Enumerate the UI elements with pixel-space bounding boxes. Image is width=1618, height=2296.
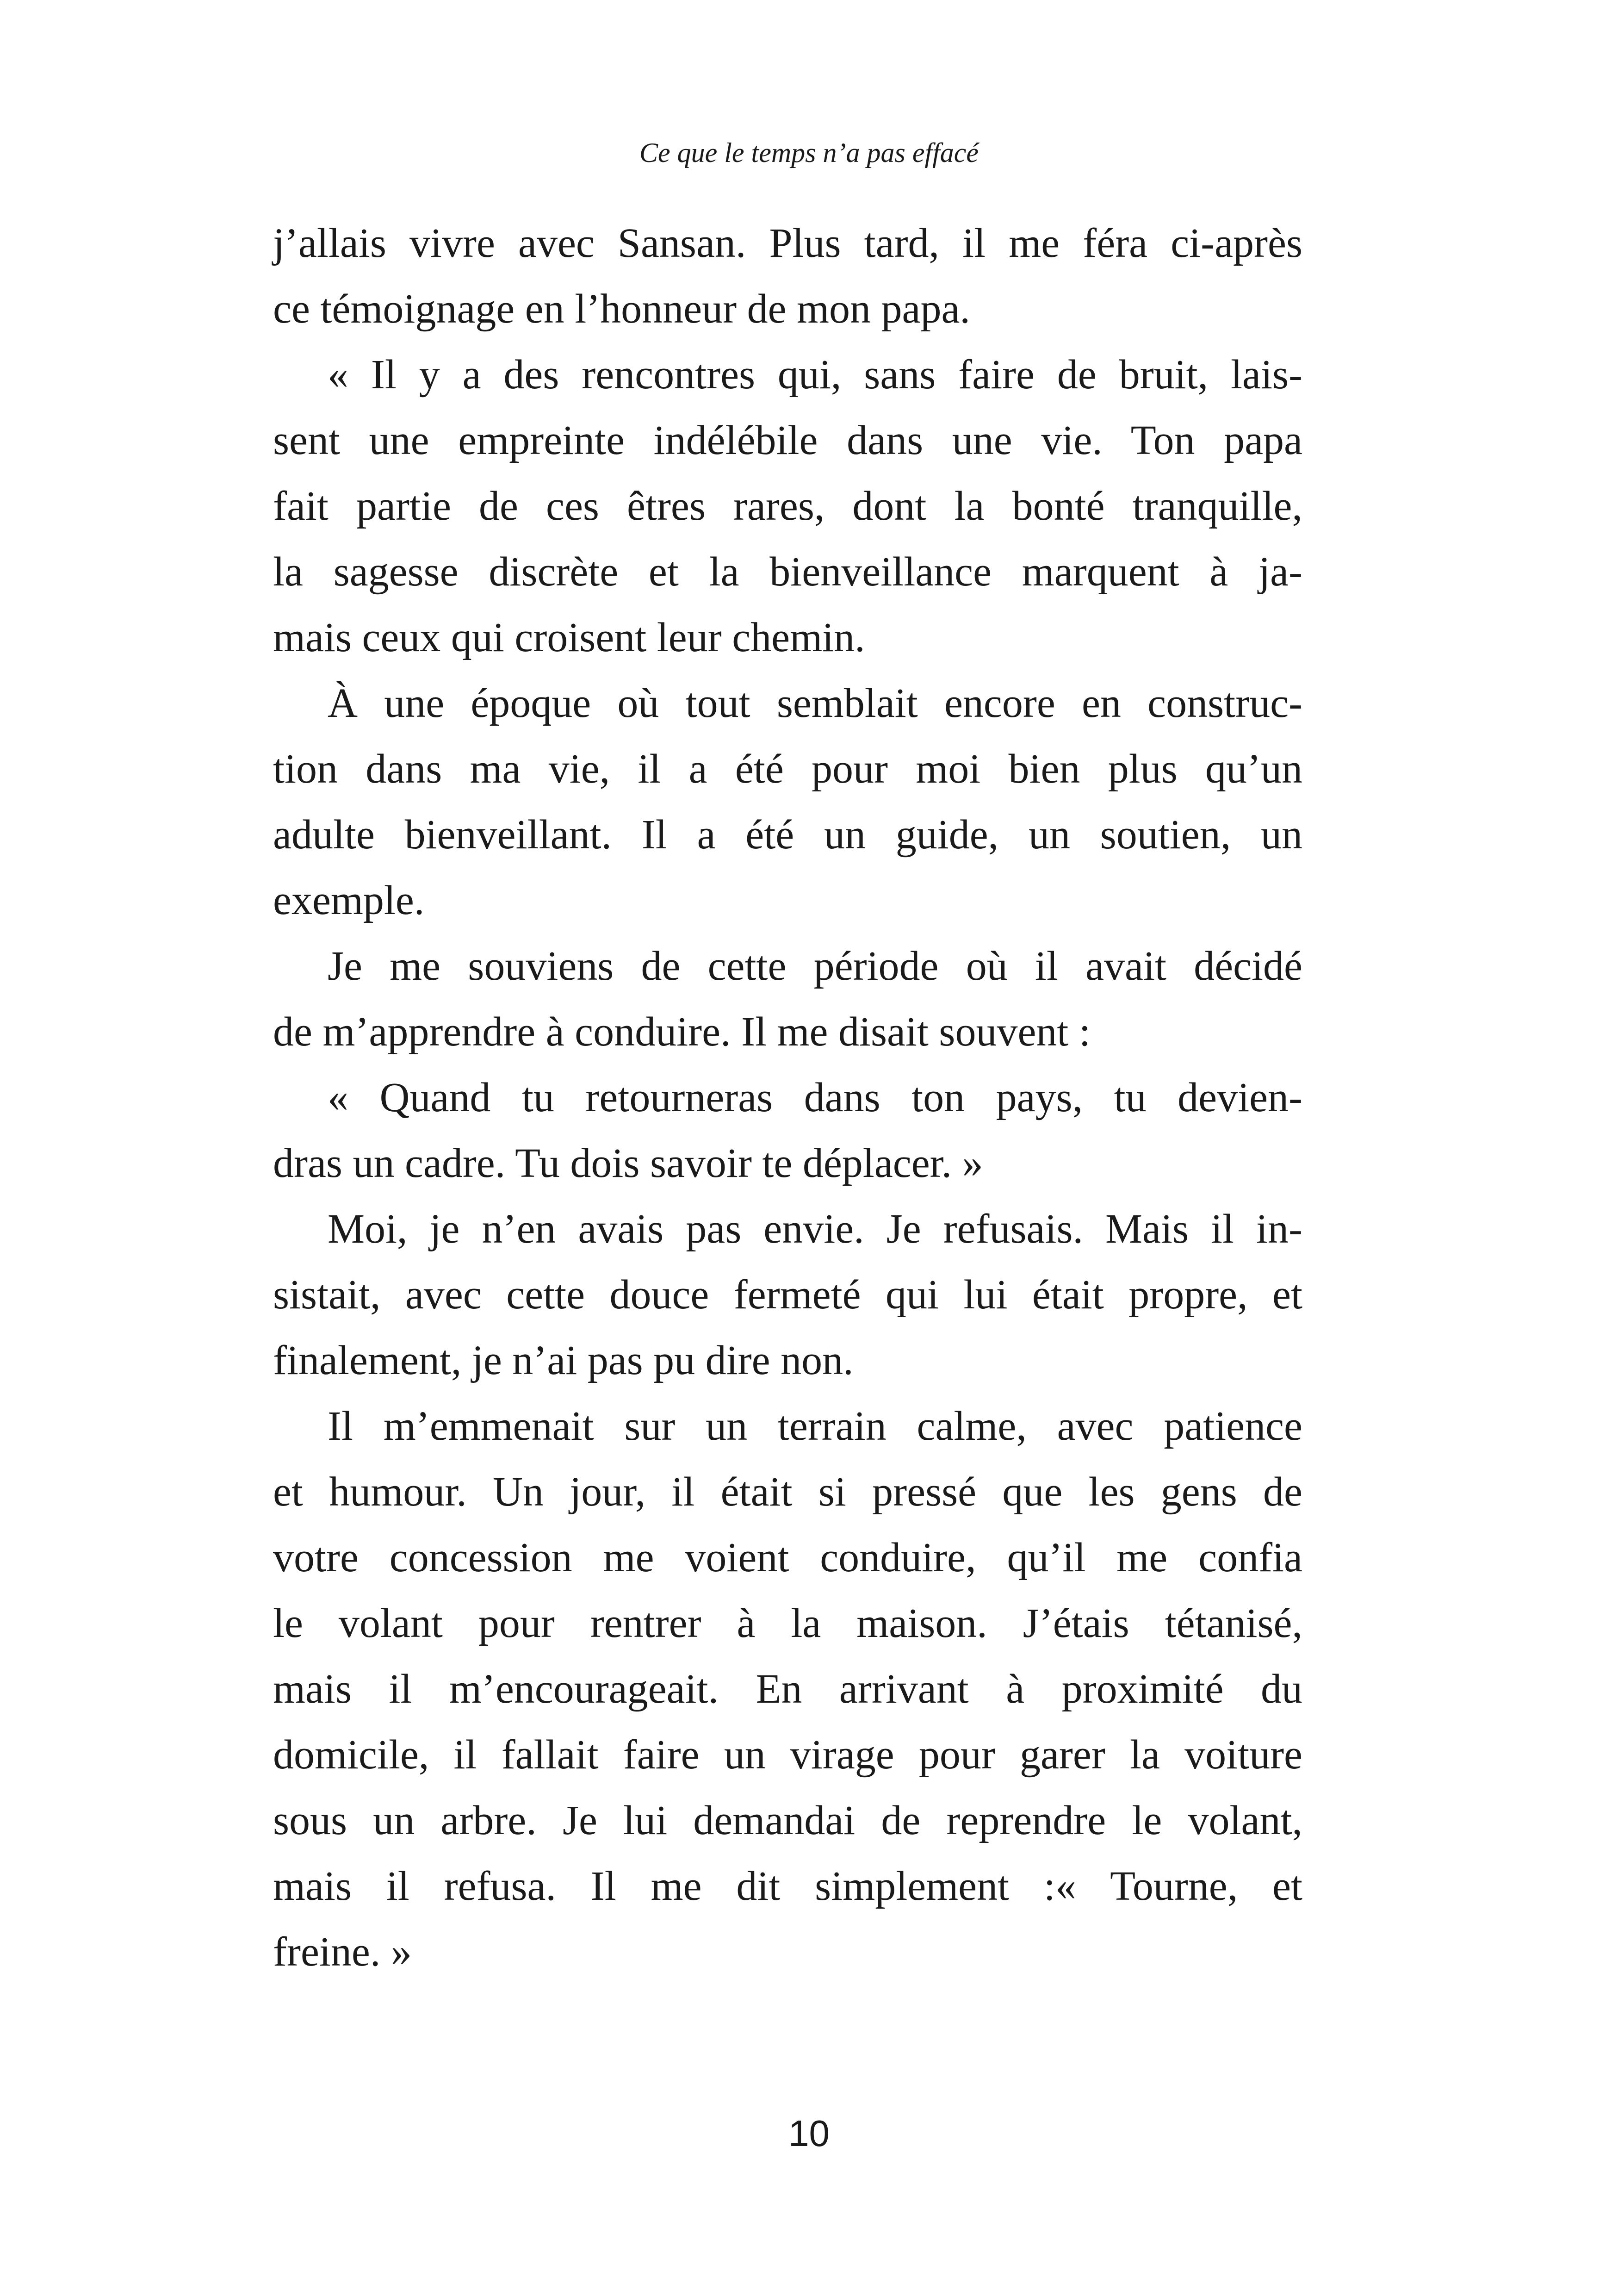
text-line: le volant pour rentrer à la maison. J’étais tétanisé, [273, 1600, 1302, 1646]
text-line: mais il m’encourageait. En arrivant à proximité du [273, 1666, 1302, 1712]
text-line: la sagesse discrète et la bienveillance marquent à ja- [273, 549, 1302, 595]
text-line: freine. » [273, 1929, 412, 1975]
text-line: votre concession me voient conduire, qu’il me confia [273, 1535, 1302, 1580]
running-header: Ce que le temps n’a pas effacé [639, 137, 979, 168]
text-line: « Quand tu retourneras dans ton pays, tu devien- [328, 1075, 1302, 1120]
paragraph [273, 211, 1302, 342]
text-line: et humour. Un jour, il était si pressé que les gens de [273, 1469, 1302, 1515]
page-number: 10 [788, 2113, 830, 2154]
text-line: sistait, avec cette douce fermeté qui lui était propre, et [273, 1272, 1302, 1318]
paragraph [273, 1394, 1302, 1985]
text-line: fait partie de ces êtres rares, dont la bonté tranquille, [273, 483, 1302, 529]
text-line: À une époque où tout semblait encore en construc- [328, 680, 1302, 726]
paragraph [273, 342, 1302, 671]
paragraph [273, 1065, 1302, 1196]
text-line: exemple. [273, 877, 425, 923]
text-line: adulte bienveillant. Il a été un guide, un soutien, un [273, 812, 1302, 858]
text-line: j’allais vivre avec Sansan. Plus tard, il me féra ci-après [273, 220, 1302, 266]
text-line: « Il y a des rencontres qui, sans faire de bruit, lais- [328, 352, 1302, 398]
text-line: sent une empreinte indélébile dans une vie. Ton papa [273, 417, 1302, 463]
text-line: Je me souviens de cette période où il avait décidé [328, 943, 1302, 989]
text-line: de m’apprendre à conduire. Il me disait souvent : [273, 1009, 1091, 1055]
paragraph [273, 1196, 1302, 1394]
text-line: mais ceux qui croisent leur chemin. [273, 615, 865, 660]
text-line: Moi, je n’en avais pas envie. Je refusais. Mais il in- [328, 1206, 1302, 1252]
text-line: finalement, je n’ai pas pu dire non. [273, 1338, 854, 1383]
text-line: tion dans ma vie, il a été pour moi bien plus qu’un [273, 746, 1302, 792]
paragraph [273, 671, 1302, 933]
text-line: Il m’emmenait sur un terrain calme, avec patience [328, 1403, 1302, 1449]
text-line: domicile, il fallait faire un virage pour garer la voiture [273, 1732, 1302, 1778]
text-line: mais il refusa. Il me dit simplement :« Tourne, et [273, 1863, 1302, 1909]
text-line: sous un arbre. Je lui demandai de reprendre le volant, [273, 1798, 1302, 1843]
body-text [273, 211, 1302, 1985]
text-line: ce témoignage en l’honneur de mon papa. [273, 286, 970, 332]
paragraph [273, 933, 1302, 1065]
text-line: dras un cadre. Tu dois savoir te déplacer. » [273, 1140, 983, 1186]
